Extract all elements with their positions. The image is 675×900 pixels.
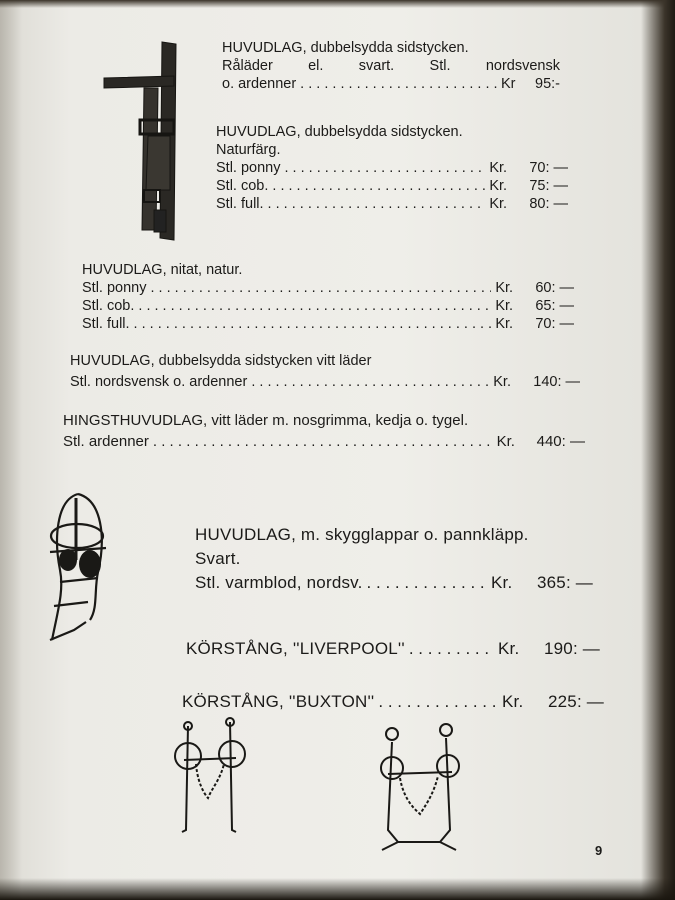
leader-dots: [134, 315, 492, 333]
entry-2: [216, 123, 568, 213]
price-value: 60: —: [535, 280, 574, 296]
leader-dots: [251, 373, 489, 391]
blinker-icon: [59, 549, 77, 571]
currency-label: Kr.: [489, 178, 508, 194]
leader-dots: [367, 571, 487, 595]
price-value: 70: —: [535, 316, 574, 332]
page-edge-shadow: [641, 0, 675, 900]
currency-label: Kr.: [496, 433, 515, 450]
price-row: [216, 159, 568, 177]
currency-label: Kr.: [490, 573, 513, 592]
price-row: [186, 637, 600, 661]
bridle-icon: [100, 40, 190, 245]
price-row: [216, 177, 568, 195]
price-row: [63, 433, 585, 451]
currency-label: Kr.: [489, 196, 508, 212]
size-label: Stl. ponny: [82, 280, 147, 296]
price-row: [216, 195, 568, 213]
currency-label: Kr.: [495, 280, 514, 296]
leader-dots: [285, 159, 486, 177]
entry-7: [186, 637, 600, 661]
page-spine-shade: [0, 0, 22, 900]
size-label: o. ardenner: [222, 76, 297, 92]
size-label: Stl. ponny: [216, 160, 281, 176]
size-label: Stl. full.: [216, 196, 264, 212]
page-top-shadow: [0, 0, 675, 8]
blinker-bridle-icon: [40, 490, 115, 650]
blinker-icon: [79, 550, 101, 578]
subline-word: Stl.: [429, 58, 451, 74]
size-label: Stl. ardenner: [63, 433, 149, 450]
size-label: Stl. nordsvensk o. ardenner: [70, 374, 248, 390]
price-value: 65: —: [535, 298, 574, 314]
price-row: [82, 279, 574, 297]
price-row: [195, 571, 593, 595]
entry-heading: HINGSTHUVUDLAG, vitt läder m. nosgrimma, kedja o. tygel.: [63, 412, 469, 429]
entry-heading: HUVUDLAG, m. skygglappar o. pannkläpp.: [195, 525, 529, 544]
currency-label: Kr.: [493, 374, 511, 390]
currency-label: Kr.: [495, 298, 514, 314]
currency-label: Kr: [501, 76, 516, 92]
entry-subline: [222, 57, 560, 75]
price-value: 365: —: [536, 573, 593, 592]
page-number: 9: [595, 843, 603, 858]
price-value: 80: —: [529, 196, 568, 212]
entry-heading: HUVUDLAG, dubbelsydda sidstycken.: [216, 124, 463, 140]
entry-3: [82, 261, 574, 333]
subline-word: el.: [308, 58, 324, 74]
currency-label: Kr.: [495, 316, 514, 332]
subline-word: nordsvensk: [485, 58, 560, 74]
size-label: Stl. full.: [82, 316, 130, 332]
size-label: Stl. cob.: [82, 298, 135, 314]
entry-heading: HUVUDLAG, nitat, natur.: [82, 262, 243, 278]
product-label: KÖRSTÅNG, ''LIVERPOOL'': [186, 639, 405, 658]
entry-subline: Naturfärg.: [216, 142, 281, 158]
price-row: [70, 373, 580, 391]
entry-1: [222, 39, 560, 93]
leader-dots: [151, 279, 492, 297]
price-value: 190: —: [543, 639, 600, 658]
leader-dots: [153, 433, 493, 451]
entry-4: [70, 352, 580, 391]
buxton-bit-icon: [378, 718, 468, 860]
currency-label: Kr.: [501, 692, 524, 711]
leader-dots: [378, 690, 498, 714]
price-value: 225: —: [547, 692, 604, 711]
price-value: 440: —: [536, 433, 585, 450]
entry-heading: HUVUDLAG, dubbelsydda sidstycken vitt läder: [70, 353, 372, 369]
leader-dots: [300, 75, 497, 93]
liverpool-bit-icon: [168, 718, 258, 836]
price-value: 95:-: [535, 76, 560, 92]
product-label: KÖRSTÅNG, ''BUXTON'': [182, 692, 375, 711]
page-bottom-shadow: [0, 878, 675, 900]
subline-word: Råläder: [222, 58, 273, 74]
price-value: 75: —: [529, 178, 568, 194]
leader-dots: [268, 195, 486, 213]
size-label: Stl. varmblod, nordsv.: [195, 573, 363, 592]
entry-8: [182, 690, 604, 714]
price-row: [222, 75, 560, 93]
entry-6: [195, 523, 593, 595]
leader-dots: [138, 297, 491, 315]
price-row: [82, 297, 574, 315]
price-row: [182, 690, 604, 714]
entry-5: [63, 412, 585, 451]
price-value: 70: —: [529, 160, 568, 176]
subline-word: svart.: [358, 58, 395, 74]
price-row: [82, 315, 574, 333]
currency-label: Kr.: [497, 639, 520, 658]
entry-subline: Svart.: [195, 549, 241, 568]
currency-label: Kr.: [489, 160, 508, 176]
size-label: Stl. cob.: [216, 178, 269, 194]
price-value: 140: —: [533, 374, 580, 390]
entry-heading: HUVUDLAG, dubbelsydda sidstycken.: [222, 40, 469, 56]
leader-dots: [272, 177, 485, 195]
leader-dots: [409, 637, 494, 661]
